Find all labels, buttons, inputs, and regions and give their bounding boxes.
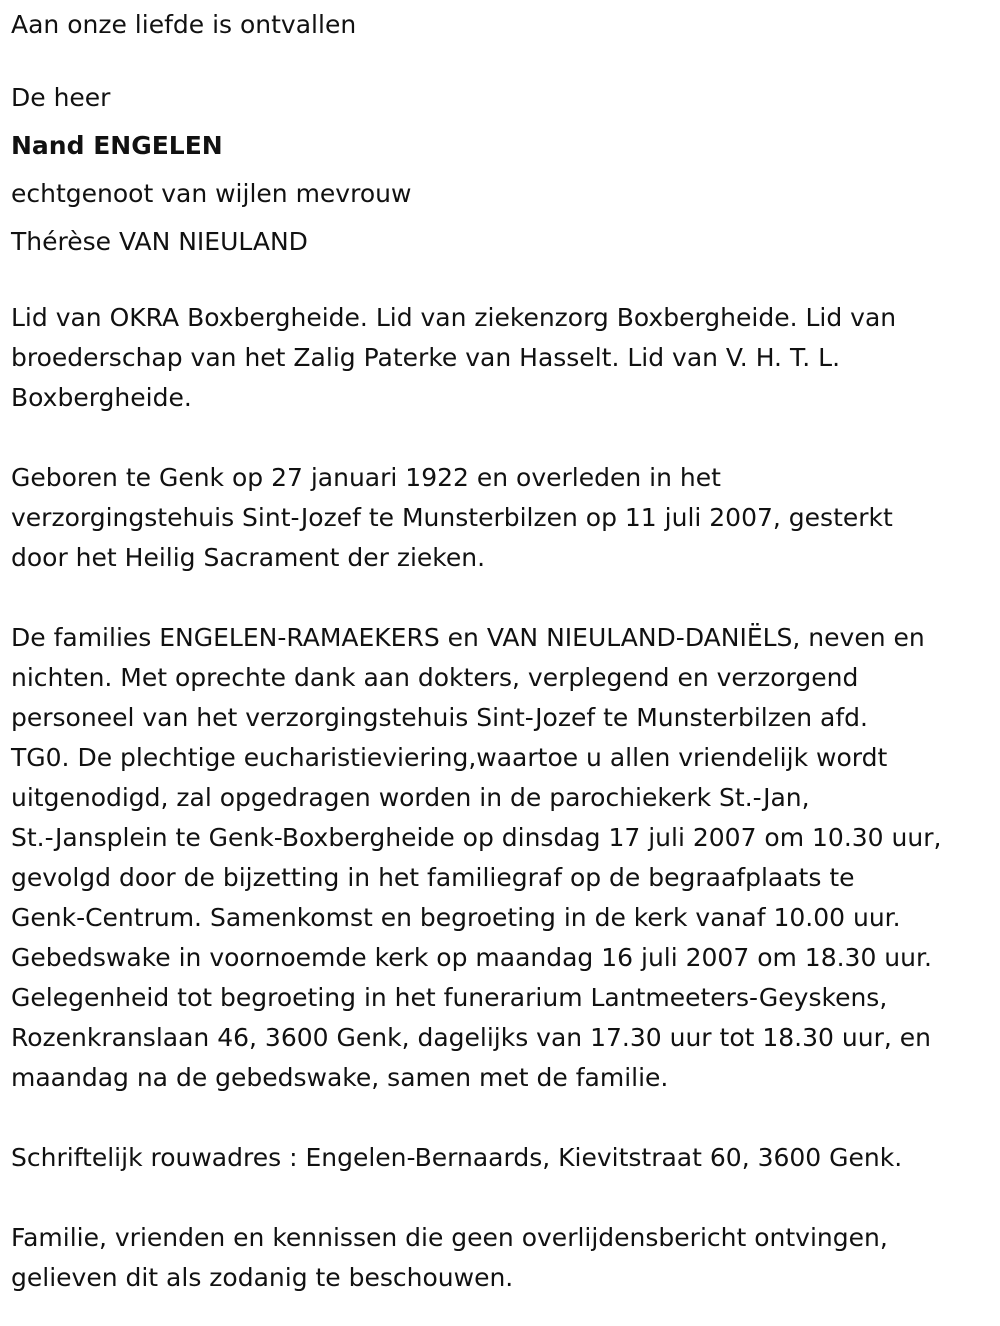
salutation: De heer	[11, 83, 111, 112]
spouse-label: echtgenoot van wijlen mevrouw	[11, 179, 412, 208]
paragraph-line: verzorgingstehuis Sint-Jozef te Munsterbilzen op 11 juli 2007, gesterkt	[11, 503, 893, 532]
paragraph-line: maandag na de gebedswake, samen met de familie.	[11, 1063, 669, 1092]
paragraph-line: broederschap van het Zalig Paterke van Hasselt. Lid van V. H. T. L.	[11, 343, 841, 372]
paragraph-line: Gelegenheid tot begroeting in het funerarium Lantmeeters-Geyskens,	[11, 983, 888, 1012]
spacer	[11, 1098, 991, 1138]
memberships-paragraph	[11, 298, 991, 418]
paragraph-line: St.-Jansplein te Genk-Boxbergheide op dinsdag 17 juli 2007 om 10.30 uur,	[11, 823, 942, 852]
paragraph-line: Schriftelijk rouwadres : Engelen-Bernaards, Kievitstraat 60, 3600 Genk.	[11, 1143, 903, 1172]
death-notice	[11, 8, 991, 1298]
paragraph-line: Lid van OKRA Boxbergheide. Lid van ziekenzorg Boxbergheide. Lid van	[11, 303, 897, 332]
spacer	[11, 578, 991, 618]
paragraph-line: De families ENGELEN-RAMAEKERS en VAN NIEULAND-DANIËLS, neven en	[11, 623, 925, 652]
family-services-paragraph	[11, 618, 991, 1098]
closing-paragraph	[11, 1218, 991, 1298]
paragraph-line: gevolgd door de bijzetting in het familiegraf op de begraafplaats te	[11, 863, 855, 892]
paragraph-line: Boxbergheide.	[11, 383, 192, 412]
paragraph-line: Geboren te Genk op 27 januari 1922 en overleden in het	[11, 463, 721, 492]
paragraph-line: gelieven dit als zodanig te beschouwen.	[11, 1263, 514, 1292]
spouse-name: Thérèse VAN NIEULAND	[11, 227, 308, 256]
intro-text: Aan onze liefde is ontvallen	[11, 10, 357, 39]
deceased-name: Nand ENGELEN	[11, 131, 223, 160]
paragraph-line: TG0. De plechtige eucharistieviering,waartoe u allen vriendelijk wordt	[11, 743, 888, 772]
birth-death-paragraph	[11, 458, 991, 578]
paragraph-line: uitgenodigd, zal opgedragen worden in de parochiekerk St.-Jan,	[11, 783, 810, 812]
spacer	[11, 42, 991, 74]
paragraph-line: Rozenkranslaan 46, 3600 Genk, dagelijks van 17.30 uur tot 18.30 uur, en	[11, 1023, 931, 1052]
mourning-address-paragraph	[11, 1138, 991, 1178]
paragraph-line: door het Heilig Sacrament der zieken.	[11, 543, 486, 572]
paragraph-line: Gebedswake in voornoemde kerk op maandag 16 juli 2007 om 18.30 uur.	[11, 943, 932, 972]
paragraph-line: nichten. Met oprechte dank aan dokters, verplegend en verzorgend	[11, 663, 859, 692]
paragraph-line: Familie, vrienden en kennissen die geen overlijdensbericht ontvingen,	[11, 1223, 888, 1252]
spacer	[11, 266, 991, 298]
spacer	[11, 418, 991, 458]
paragraph-line: Genk-Centrum. Samenkomst en begroeting in de kerk vanaf 10.00 uur.	[11, 903, 901, 932]
paragraph-line: personeel van het verzorgingstehuis Sint-Jozef te Munsterbilzen afd.	[11, 703, 868, 732]
spacer	[11, 1178, 991, 1218]
